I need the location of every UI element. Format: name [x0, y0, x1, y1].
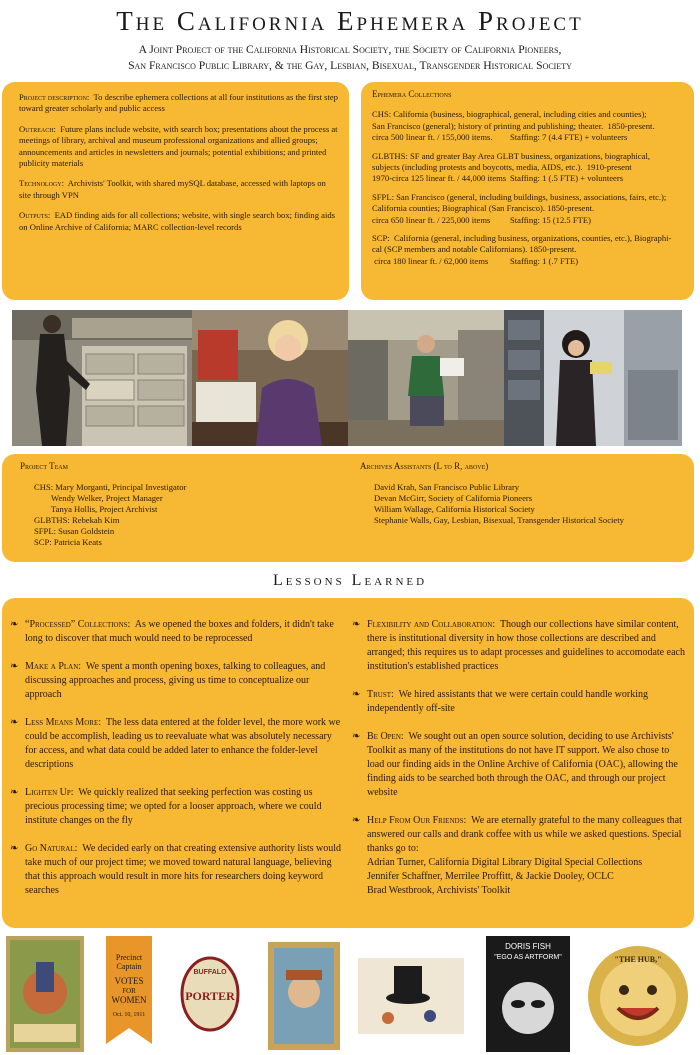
assistant: William Wallage, California Historical Society — [374, 504, 535, 515]
lesson-item: ❧ Help From Our Friends: We are eternally grateful to the many colleagues that answered our calls and drank coffee with us while we asked questions. Special thanks go to: — [352, 815, 682, 854]
outreach: Outreach: Future plans include website, with search box; presentations about the process at meetings of library, archival and museum professional organizations and allied groups; announcements and articles in newsletters and journals; potential exhibitions; and printed publicity materials — [19, 123, 338, 169]
poster-subtitle — [20, 42, 680, 74]
team-member: CHS: Mary Morganti, Principal Investigator — [34, 482, 187, 493]
archives-assistants — [360, 461, 690, 526]
svg-text:BUFFALO: BUFFALO — [193, 969, 227, 976]
lessons-left-column — [10, 618, 343, 912]
lessons-title: Lessons Learned — [272, 572, 428, 589]
svg-text:DORIS FISH: DORIS FISH — [505, 942, 551, 951]
svg-text:"EGO AS ARTFORM": "EGO AS ARTFORM" — [494, 954, 562, 961]
collection-scp: SCP: California (general, including business, organizations, counties, etc.), Biographi- cal (SCP members and notable Californians). 1850-present. circa 180 linear ft. / 62,000 items Staffing: 1 (.7 FTE) — [372, 233, 672, 266]
assistants-photo-strip — [12, 310, 682, 446]
lesson-item: ❧ Go Natural: We decided early on that creating extensive authority lists would take much of our project time; we moved toward natural language, believing that this approach would result in more hits for researchers doing keyword searches — [10, 843, 342, 896]
project-team-panel — [2, 454, 694, 562]
lesson-item: ❧ Be Open: We sought out an open source solution, deciding to use Archivists' Toolkit as many of the institutions do not have IT support. We also chose to load our finding aids in the Online Archive of California (OAC), allowing the finding aids to be searched both through the OAC, and through our project website — [352, 731, 678, 798]
svg-text:Captain: Captain — [116, 962, 142, 971]
svg-text:Oct. 10, 1911: Oct. 10, 1911 — [112, 1012, 146, 1018]
fleuron-icon: ❧ — [352, 689, 361, 700]
collection-sfpl: SFPL: San Francisco (general, including buildings, business, associations, fairs, etc.); California counties; Biographical (San Francisco). 1850-present. circa 650 linear ft. / 225,000 items Staffing: 15 (12.5 FTE) — [372, 191, 667, 225]
photo-assistant-1 — [12, 310, 192, 446]
svg-text:PORTER: PORTER — [185, 989, 235, 1003]
svg-text:FOR: FOR — [122, 987, 136, 995]
collection-extent: circa 650 linear ft. / 225,000 items — [372, 214, 491, 225]
subtitle-line: San Francisco Public Library, & the Gay, Lesbian, Bisexual, Transgender Historical Society — [128, 59, 572, 72]
illustrated-booklet-image — [268, 942, 340, 1050]
svg-text:"THE HUB,": "THE HUB," — [614, 955, 662, 964]
fleuron-icon: ❧ — [10, 717, 19, 728]
assistant: Devan McGirr, Society of California Pioneers — [374, 493, 533, 504]
svg-text:WOMEN: WOMEN — [111, 995, 147, 1005]
team-member: SFPL: Susan Goldstein — [34, 526, 115, 537]
svg-text:VOTES: VOTES — [114, 976, 144, 986]
lesson-item: ❧ Lighten Up: We quickly realized that seeking perfection was costing us precious processing time; we opted for a looser approach, where we could institute changes on the fly — [10, 787, 322, 826]
lesson-item: ❧ Flexibility and Collaboration: Though our collections have similar content, there is institutional diversity in how those collections are described and arranged; this requires us to adapt processes and guidelines to accomodate each institution's established practices — [352, 619, 685, 672]
project-team — [20, 461, 340, 548]
buffalo-porter-label — [182, 958, 238, 1030]
lesson-item: ❧ Make a Plan: We spent a month opening boxes, talking to colleagues, and discussing approaches and process, giving us time to conceptualize our approach — [10, 661, 326, 700]
lesson-item: ❧ “Processed” Collections: As we opened the boxes and folders, it didn't take long to discover that much would need to be reprocessed — [10, 619, 334, 644]
project-description-panel — [2, 82, 349, 300]
outputs: Outputs: EAD finding aids for all collections; website, with single search box; finding aids on Online Archive of California; MARC collection-level records — [19, 210, 335, 232]
collection-staffing: Staffing: 7 (4.4 FTE) + volunteers — [510, 132, 628, 143]
photo-assistant-4 — [504, 310, 682, 446]
fleuron-icon: ❧ — [352, 731, 361, 742]
poster-title: The California Ephemera Project — [116, 6, 584, 36]
svg-text:Precinct: Precinct — [115, 953, 143, 962]
collection-chs: CHS: California (business, biographical, general, including cities and counties); San Francisco (general); history of printing and publishing; theater. 1850-present. circa 500 linear ft. / 155,000 items. Staffing: 7 (4.4 FTE) + volunteers — [372, 109, 655, 143]
collections-heading: Ephemera Collections — [372, 89, 452, 99]
lessons-right-column — [352, 618, 687, 898]
collection-glbths: GLBTHS: SF and greater Bay Area GLBT business, organizations, biographical, subjects (including protests and boycotts, media, AIDS, etc.). 1910-present 1970-circa 125 linear ft. / 44,000 items Staffing: 1 (.5 FTE) + volunteers — [372, 150, 650, 184]
project-team-heading: Project Team — [20, 461, 68, 471]
collection-staffing: Staffing: 1 (.7 FTE) — [510, 255, 579, 266]
fleuron-icon: ❧ — [10, 787, 19, 798]
thanks-line: Adrian Turner, California Digital Library Digital Special Collections — [367, 857, 643, 868]
seed-packet-image — [6, 936, 84, 1052]
lesson-item: ❧ Less Means More: The less data entered at the folder level, the more work we could be accomplish, leading us to reevaluate what was absolutely necessary for access, and what data could be added later to enhance the folder-level descriptions — [10, 717, 341, 770]
ephemera-collections-panel — [361, 82, 694, 300]
collection-extent: 1970-circa 125 linear ft. / 44,000 items — [372, 173, 507, 184]
assistant: David Krah, San Francisco Public Library — [374, 482, 520, 493]
photo-assistant-3 — [348, 310, 504, 446]
collection-staffing: Staffing: 15 (12.5 FTE) — [510, 214, 591, 225]
team-member: Tanya Hollis, Project Archivist — [34, 504, 158, 515]
fleuron-icon: ❧ — [352, 815, 361, 826]
fleuron-icon: ❧ — [10, 619, 19, 630]
assistant: Stephanie Walls, Gay, Lesbian, Bisexual, Transgender Historical Society — [374, 515, 624, 526]
trade-card-image — [358, 958, 464, 1034]
technology: Technology: Archivists' Toolkit, with shared mySQL database, accessed with laptops on site through VPN — [19, 178, 326, 200]
collection-extent: circa 180 linear ft. / 62,000 items — [372, 255, 489, 266]
subtitle-line: A Joint Project of the California Historical Society, the Society of California Pioneers, — [138, 43, 562, 56]
lesson-item: ❧ Trust: We hired assistants that we were certain could handle working independently off-site — [352, 689, 648, 714]
collection-staffing: Staffing: 1 (.5 FTE) + volunteers — [510, 173, 624, 184]
collection-extent: circa 500 linear ft. / 155,000 items. — [372, 132, 493, 143]
fleuron-icon: ❧ — [10, 661, 19, 672]
team-member: Wendy Welker, Project Manager — [34, 493, 163, 504]
fleuron-icon: ❧ — [10, 843, 19, 854]
fleuron-icon: ❧ — [352, 619, 361, 630]
team-member: SCP: Patricia Keats — [34, 537, 102, 548]
thanks-line: Brad Westbrook, Archivists' Toolkit — [367, 885, 511, 896]
team-member: GLBTHS: Rebekah Kim — [34, 515, 120, 526]
lessons-panel — [2, 598, 694, 928]
votes-for-women-ribbon — [106, 936, 152, 1044]
project-description: Project description: To describe ephemera collections at all four institutions as the first step toward greater scholarly and public access — [19, 92, 338, 114]
ephemera-images-strip — [0, 932, 700, 1055]
photo-assistant-2 — [192, 310, 348, 446]
doris-fish-poster — [486, 936, 570, 1052]
the-hub-sun-card — [588, 946, 688, 1046]
assistants-heading: Archives Assistants (L to R, above) — [360, 461, 489, 471]
thanks-line: Jennifer Schaffner, Merrilee Proffitt, & Jackie Dooley, OCLC — [367, 871, 614, 882]
